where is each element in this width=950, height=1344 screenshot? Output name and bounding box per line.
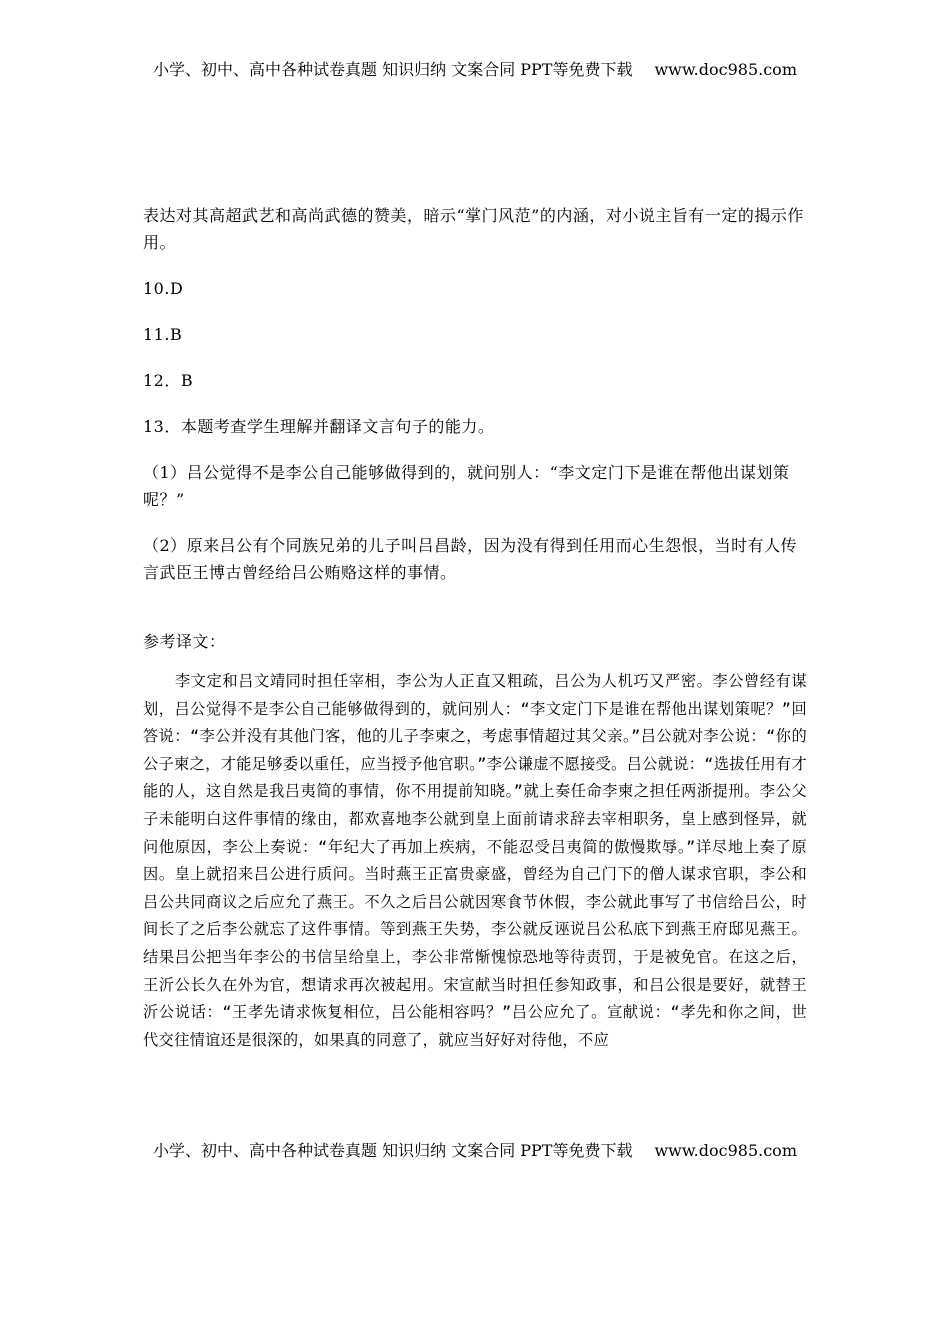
page-header	[0, 57, 950, 80]
page-footer	[0, 1138, 950, 1161]
footer-url[interactable]: www.doc985.com	[654, 1141, 797, 1160]
header-url[interactable]: www.doc985.com	[654, 60, 797, 79]
answer-11: 11.B	[143, 325, 183, 344]
footer-text: 小学、初中、高中各种试卷真题 知识归纳 文案合同 PPT等免费下载	[153, 1141, 633, 1160]
header-text: 小学、初中、高中各种试卷真题 知识归纳 文案合同 PPT等免费下载	[153, 60, 633, 79]
question-13-title: 13．本题考查学生理解并翻译文言句子的能力。	[143, 417, 495, 436]
answer-12: 12．B	[143, 371, 194, 390]
document-body	[143, 202, 807, 1054]
question-13-part-1: （1）吕公觉得不是李公自己能够做得到的，就问别人：“李文定门下是谁在帮他出谋划策呢？”	[143, 463, 790, 509]
reference-translation-label: 参考译文：	[143, 632, 226, 651]
answer-10: 10.D	[143, 279, 184, 298]
intro-paragraph: 表达对其高超武艺和高尚武德的赞美，暗示“掌门风范”的内涵，对小说主旨有一定的揭示作用。	[143, 206, 804, 252]
reference-translation-text: 李文定和吕文靖同时担任宰相，李公为人正直又粗疏，吕公为人机巧又严密。李公曾经有谋划，吕公觉得不是李公自己能够做得到的，就问别人：“李文定门下是谁在帮他出谋划策呢？”回答说：“李公并没有其他门客，他的儿子李柬之，考虑事情超过其父亲。”吕公就对李公说：“你的公子柬之，才能足够委以重任，应当授予他官职。”李公谦虚不愿接受。吕公就说：“选拔任用有才能的人，这自然是我吕夷简的事情，你不用提前知晓。”就上奏任命李柬之担任两浙提刑。李公父子未能明白这件事情的缘由，都欢喜地李公就到皇上面前请求辞去宰相职务，皇上感到怪异，就问他原因，李公上奏说：“年纪大了再加上疾病，不能忍受吕夷简的傲慢欺辱。”详尽地上奏了原因。皇上就招来吕公进行质问。当时燕王正富贵豪盛，曾经为自己门下的僧人谋求官职，李公和吕公共同商议之后应允了燕王。不久之后吕公就因寒食节休假，李公就此事写了书信给吕公，时间长了之后李公就忘了这件事情。等到燕王失势，李公就反诬说吕公私底下到燕王府邸见燕王。结果吕公把当年李公的书信呈给皇上，李公非常惭愧惊恐地等待责罚，于是被免官。在这之后，王沂公长久在外为官，想请求再次被起用。宋宣献当时担任参知政事，和吕公很是要好，就替王沂公说话：“王孝先请求恢复相位，吕公能相容吗？”吕公应允了。宣献说：“孝先和你之间，世代交往情谊还是很深的，如果真的同意了，就应当好好对待他，不应	[143, 672, 807, 1049]
question-13-part-2: （2）原来吕公有个同族兄弟的儿子叫吕昌龄，因为没有得到任用而心生怨恨，当时有人传言武臣王博古曾经给吕公贿赂这样的事情。	[143, 536, 798, 582]
